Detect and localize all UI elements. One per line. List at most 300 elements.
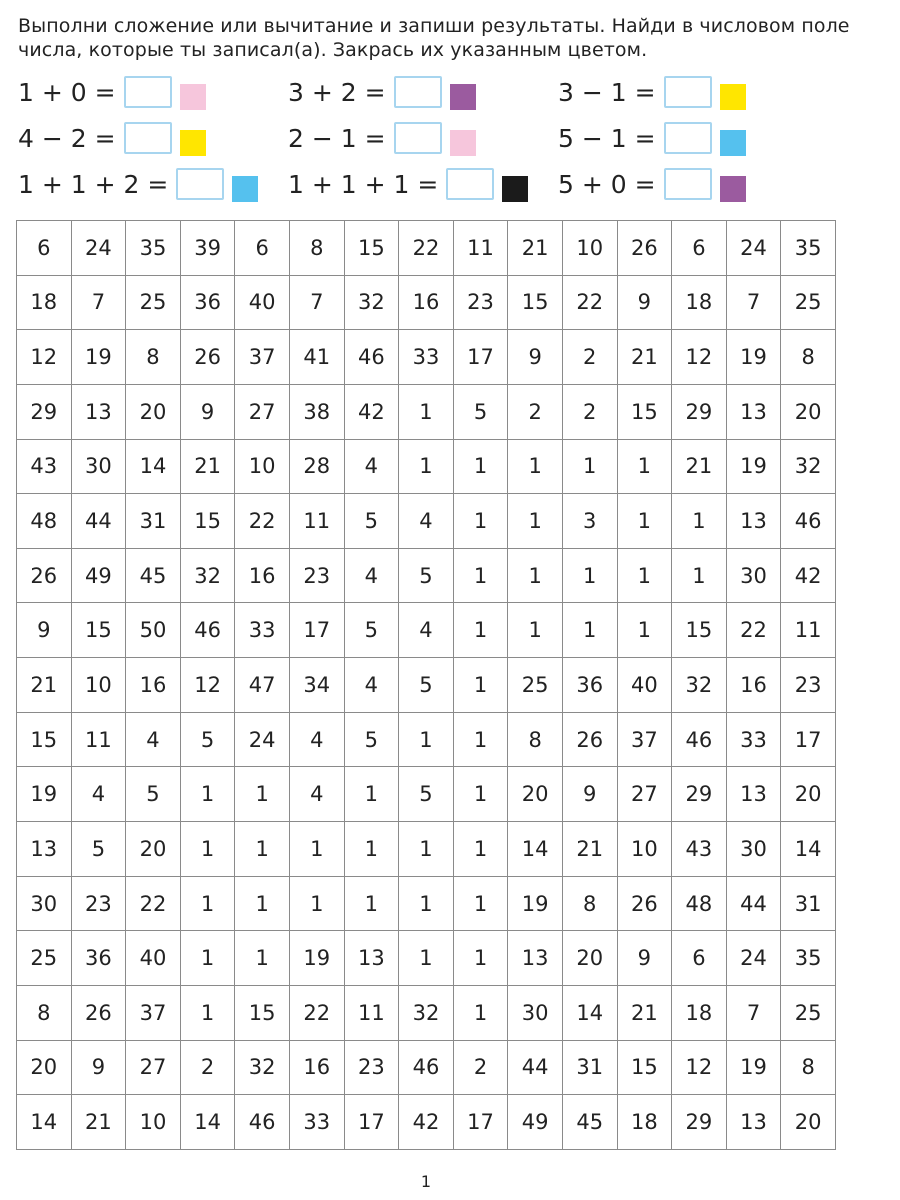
grid-cell[interactable]: 10 [126,1095,181,1150]
grid-cell[interactable]: 1 [235,931,290,986]
grid-cell[interactable]: 1 [235,767,290,822]
grid-cell[interactable]: 6 [672,931,727,986]
grid-cell[interactable]: 1 [508,603,563,658]
grid-cell[interactable]: 8 [562,876,617,931]
grid-cell[interactable]: 25 [781,985,836,1040]
grid-cell[interactable]: 44 [71,494,126,549]
grid-cell[interactable]: 1 [399,384,454,439]
grid-cell[interactable]: 9 [562,767,617,822]
grid-cell[interactable]: 12 [17,330,72,385]
exercise-item [558,164,746,204]
color-swatch [720,176,746,202]
grid-cell[interactable]: 1 [562,439,617,494]
grid-cell[interactable]: 44 [508,1040,563,1095]
answer-box[interactable] [394,76,442,108]
grid-cell[interactable]: 23 [453,275,508,330]
color-swatch [720,84,746,110]
grid-cell[interactable]: 5 [71,822,126,877]
grid-cell[interactable]: 36 [562,658,617,713]
grid-cell[interactable]: 13 [71,384,126,439]
grid-cell[interactable]: 42 [344,384,399,439]
answer-box[interactable] [124,76,172,108]
grid-cell[interactable]: 44 [726,876,781,931]
exercise-expression: 1 + 1 + 2 = [18,169,169,199]
grid-cell[interactable]: 9 [617,275,672,330]
grid-cell[interactable]: 13 [726,494,781,549]
grid-cell[interactable]: 7 [726,275,781,330]
grid-cell[interactable]: 1 [180,985,235,1040]
grid-cell[interactable]: 4 [344,439,399,494]
color-swatch [180,84,206,110]
grid-cell[interactable]: 15 [508,275,563,330]
grid-cell[interactable]: 14 [508,822,563,877]
grid-cell[interactable]: 2 [562,330,617,385]
grid-cell[interactable]: 16 [289,1040,344,1095]
grid-row [17,1095,836,1150]
answer-box[interactable] [664,122,712,154]
answer-box[interactable] [446,168,494,200]
grid-cell[interactable]: 43 [17,439,72,494]
grid-cell[interactable]: 10 [71,658,126,713]
grid-cell[interactable]: 13 [726,384,781,439]
grid-cell[interactable]: 35 [781,931,836,986]
grid-cell[interactable]: 1 [453,439,508,494]
grid-cell[interactable]: 18 [672,275,727,330]
answer-box[interactable] [124,122,172,154]
exercise-expression: 3 − 1 = [558,77,656,107]
grid-cell[interactable]: 2 [180,1040,235,1095]
grid-cell[interactable]: 49 [508,1095,563,1150]
grid-cell[interactable]: 32 [672,658,727,713]
answer-box[interactable] [664,168,712,200]
grid-cell[interactable]: 22 [126,876,181,931]
grid-cell[interactable]: 21 [617,330,672,385]
grid-cell[interactable]: 20 [508,767,563,822]
grid-cell[interactable]: 24 [71,221,126,276]
grid-cell[interactable]: 1 [399,439,454,494]
grid-cell[interactable]: 16 [726,658,781,713]
grid-cell[interactable]: 8 [508,712,563,767]
grid-cell[interactable]: 30 [71,439,126,494]
grid-cell[interactable]: 2 [562,384,617,439]
grid-cell[interactable]: 29 [672,1095,727,1150]
grid-cell[interactable]: 48 [17,494,72,549]
grid-cell[interactable]: 35 [126,221,181,276]
grid-cell[interactable]: 13 [17,822,72,877]
grid-cell[interactable]: 46 [235,1095,290,1150]
grid-cell[interactable]: 32 [344,275,399,330]
grid-cell[interactable]: 19 [726,1040,781,1095]
exercise-expression: 1 + 1 + 1 = [288,169,439,199]
grid-cell[interactable]: 35 [781,221,836,276]
grid-cell[interactable]: 1 [180,931,235,986]
grid-cell[interactable]: 1 [672,494,727,549]
grid-cell[interactable]: 17 [289,603,344,658]
grid-cell[interactable]: 9 [508,330,563,385]
grid-cell[interactable]: 20 [126,822,181,877]
grid-cell[interactable]: 14 [17,1095,72,1150]
grid-cell[interactable]: 25 [17,931,72,986]
grid-row [17,603,836,658]
grid-cell[interactable]: 21 [562,822,617,877]
grid-cell[interactable]: 19 [726,330,781,385]
grid-row [17,767,836,822]
grid-cell[interactable]: 1 [453,767,508,822]
grid-cell[interactable]: 11 [344,985,399,1040]
grid-cell[interactable]: 12 [672,1040,727,1095]
grid-cell[interactable]: 1 [562,548,617,603]
grid-cell[interactable]: 33 [726,712,781,767]
grid-cell[interactable]: 20 [781,767,836,822]
grid-cell[interactable]: 12 [180,658,235,713]
grid-cell[interactable]: 1 [453,822,508,877]
grid-cell[interactable]: 1 [399,712,454,767]
grid-cell[interactable]: 1 [453,876,508,931]
grid-cell[interactable]: 15 [180,494,235,549]
grid-cell[interactable]: 13 [726,767,781,822]
exercise-expression: 4 − 2 = [18,123,116,153]
grid-row [17,658,836,713]
grid-cell[interactable]: 9 [71,1040,126,1095]
grid-cell[interactable]: 20 [562,931,617,986]
grid-cell[interactable]: 21 [180,439,235,494]
grid-cell[interactable]: 33 [289,1095,344,1150]
grid-cell[interactable]: 43 [672,822,727,877]
grid-cell[interactable]: 1 [344,822,399,877]
grid-cell[interactable]: 7 [71,275,126,330]
grid-cell[interactable]: 14 [126,439,181,494]
grid-cell[interactable]: 37 [126,985,181,1040]
grid-cell[interactable]: 17 [781,712,836,767]
grid-cell[interactable]: 15 [17,712,72,767]
color-swatch [450,130,476,156]
grid-cell[interactable]: 31 [562,1040,617,1095]
grid-cell[interactable]: 1 [453,494,508,549]
grid-cell[interactable]: 25 [508,658,563,713]
grid-cell[interactable]: 40 [126,931,181,986]
grid-cell[interactable]: 34 [289,658,344,713]
instructions-text: Выполни сложение или вычитание и запиши результаты. Найди в числовом поле числа, которые ты записал(а). Закрась их указанным цветом. [18,15,850,61]
color-swatch [502,176,528,202]
grid-cell[interactable]: 10 [235,439,290,494]
grid-cell[interactable]: 1 [344,876,399,931]
grid-cell[interactable]: 23 [781,658,836,713]
grid-cell[interactable]: 16 [235,548,290,603]
grid-cell[interactable]: 26 [617,876,672,931]
grid-cell[interactable]: 16 [126,658,181,713]
exercise-item [558,72,746,112]
grid-cell[interactable]: 20 [126,384,181,439]
grid-cell[interactable]: 1 [453,658,508,713]
grid-cell[interactable]: 46 [672,712,727,767]
grid-cell[interactable]: 13 [344,931,399,986]
grid-cell[interactable]: 33 [235,603,290,658]
grid-cell[interactable]: 27 [126,1040,181,1095]
grid-cell[interactable]: 27 [617,767,672,822]
grid-cell[interactable]: 1 [399,931,454,986]
grid-cell[interactable]: 4 [399,603,454,658]
grid-cell[interactable]: 19 [508,876,563,931]
grid-cell[interactable]: 32 [235,1040,290,1095]
grid-cell[interactable]: 26 [562,712,617,767]
grid-cell[interactable]: 1 [399,876,454,931]
grid-cell[interactable]: 5 [180,712,235,767]
grid-cell[interactable]: 30 [17,876,72,931]
grid-cell[interactable]: 5 [399,658,454,713]
grid-cell[interactable]: 21 [71,1095,126,1150]
grid-cell[interactable]: 19 [17,767,72,822]
grid-cell[interactable]: 1 [508,548,563,603]
grid-cell[interactable]: 27 [235,384,290,439]
grid-cell[interactable]: 1 [453,931,508,986]
grid-cell[interactable]: 17 [453,330,508,385]
grid-cell[interactable]: 17 [344,1095,399,1150]
grid-cell[interactable]: 5 [399,767,454,822]
grid-cell[interactable]: 8 [126,330,181,385]
grid-cell[interactable]: 21 [617,985,672,1040]
grid-cell[interactable]: 31 [781,876,836,931]
grid-cell[interactable]: 15 [617,384,672,439]
grid-cell[interactable]: 42 [781,548,836,603]
grid-cell[interactable]: 45 [562,1095,617,1150]
grid-cell[interactable]: 1 [235,876,290,931]
grid-cell[interactable]: 1 [508,439,563,494]
grid-cell[interactable]: 4 [289,767,344,822]
exercise-list [0,70,900,210]
grid-cell[interactable]: 36 [71,931,126,986]
grid-row [17,384,836,439]
grid-cell[interactable]: 1 [617,439,672,494]
grid-cell[interactable]: 1 [180,822,235,877]
grid-cell[interactable]: 30 [508,985,563,1040]
grid-cell[interactable]: 32 [399,985,454,1040]
grid-cell[interactable]: 14 [781,822,836,877]
grid-cell[interactable]: 30 [726,548,781,603]
grid-cell[interactable]: 21 [672,439,727,494]
grid-cell[interactable]: 5 [399,548,454,603]
grid-cell[interactable]: 1 [672,548,727,603]
grid-cell[interactable]: 1 [453,548,508,603]
grid-cell[interactable]: 37 [235,330,290,385]
grid-cell[interactable]: 1 [453,985,508,1040]
grid-cell[interactable]: 31 [126,494,181,549]
grid-cell[interactable]: 38 [289,384,344,439]
grid-cell[interactable]: 45 [126,548,181,603]
answer-box[interactable] [176,168,224,200]
grid-cell[interactable]: 1 [289,822,344,877]
grid-cell[interactable]: 25 [126,275,181,330]
grid-cell[interactable]: 19 [289,931,344,986]
grid-cell[interactable]: 4 [289,712,344,767]
grid-cell[interactable]: 46 [344,330,399,385]
grid-cell[interactable]: 8 [781,330,836,385]
grid-cell[interactable]: 5 [344,712,399,767]
grid-cell[interactable]: 1 [508,494,563,549]
grid-row [17,712,836,767]
grid-cell[interactable]: 41 [289,330,344,385]
grid-cell[interactable]: 1 [562,603,617,658]
grid-cell[interactable]: 49 [71,548,126,603]
grid-cell[interactable]: 1 [617,494,672,549]
color-swatch [232,176,258,202]
grid-cell[interactable]: 26 [180,330,235,385]
grid-cell[interactable]: 3 [562,494,617,549]
grid-cell[interactable]: 16 [399,275,454,330]
grid-row [17,439,836,494]
exercise-expression: 3 + 2 = [288,77,386,107]
grid-cell[interactable]: 46 [180,603,235,658]
grid-cell[interactable]: 22 [235,494,290,549]
grid-cell[interactable]: 46 [399,1040,454,1095]
grid-cell[interactable]: 2 [508,384,563,439]
grid-cell[interactable]: 23 [289,548,344,603]
grid-cell[interactable]: 18 [617,1095,672,1150]
grid-cell[interactable]: 32 [180,548,235,603]
grid-cell[interactable]: 9 [617,931,672,986]
grid-cell[interactable]: 5 [453,384,508,439]
grid-cell[interactable]: 20 [17,1040,72,1095]
grid-cell[interactable]: 14 [562,985,617,1040]
grid-cell[interactable]: 13 [508,931,563,986]
grid-cell[interactable]: 30 [726,822,781,877]
grid-cell[interactable]: 6 [235,221,290,276]
exercise-item [18,164,258,204]
grid-cell[interactable]: 23 [71,876,126,931]
grid-row [17,876,836,931]
exercise-expression: 5 − 1 = [558,123,656,153]
grid-cell[interactable]: 11 [453,221,508,276]
grid-cell[interactable]: 18 [672,985,727,1040]
grid-cell[interactable]: 7 [289,275,344,330]
grid-cell[interactable]: 10 [562,221,617,276]
grid-cell[interactable]: 29 [672,767,727,822]
grid-cell[interactable]: 19 [726,439,781,494]
answer-box[interactable] [664,76,712,108]
answer-box[interactable] [394,122,442,154]
grid-cell[interactable]: 48 [672,876,727,931]
grid-cell[interactable]: 6 [672,221,727,276]
exercise-expression: 2 − 1 = [288,123,386,153]
grid-cell[interactable]: 14 [180,1095,235,1150]
grid-cell[interactable]: 1 [399,822,454,877]
grid-cell[interactable]: 28 [289,439,344,494]
grid-cell[interactable]: 15 [617,1040,672,1095]
grid-cell[interactable]: 9 [180,384,235,439]
grid-cell[interactable]: 26 [71,985,126,1040]
grid-cell[interactable]: 10 [617,822,672,877]
grid-cell[interactable]: 1 [180,767,235,822]
grid-cell[interactable]: 20 [781,1095,836,1150]
grid-cell[interactable]: 11 [71,712,126,767]
grid-row [17,221,836,276]
grid-cell[interactable]: 36 [180,275,235,330]
grid-cell[interactable]: 12 [672,330,727,385]
grid-cell[interactable]: 24 [235,712,290,767]
grid-row [17,985,836,1040]
grid-cell[interactable]: 24 [726,931,781,986]
grid-cell[interactable]: 50 [126,603,181,658]
grid-cell[interactable]: 46 [781,494,836,549]
grid-cell[interactable]: 20 [781,384,836,439]
grid-cell[interactable]: 18 [17,275,72,330]
grid-cell[interactable]: 1 [617,603,672,658]
grid-cell[interactable]: 7 [726,985,781,1040]
grid-cell[interactable]: 15 [71,603,126,658]
grid-cell[interactable]: 21 [17,658,72,713]
grid-row [17,1040,836,1095]
grid-cell[interactable]: 1 [235,822,290,877]
grid-cell[interactable]: 26 [17,548,72,603]
grid-cell[interactable]: 5 [344,603,399,658]
grid-cell[interactable]: 4 [344,548,399,603]
grid-cell[interactable]: 32 [781,439,836,494]
grid-cell[interactable]: 21 [508,221,563,276]
grid-cell[interactable]: 24 [726,221,781,276]
grid-cell[interactable]: 40 [235,275,290,330]
grid-cell[interactable]: 29 [17,384,72,439]
grid-cell[interactable]: 13 [726,1095,781,1150]
grid-cell[interactable]: 4 [126,712,181,767]
grid-cell[interactable]: 4 [344,658,399,713]
grid-row [17,548,836,603]
grid-cell[interactable]: 1 [453,603,508,658]
exercise-expression: 1 + 0 = [18,77,116,107]
grid-cell[interactable]: 22 [726,603,781,658]
grid-row [17,931,836,986]
grid-cell[interactable]: 1 [453,712,508,767]
grid-cell[interactable]: 8 [781,1040,836,1095]
grid-cell[interactable]: 5 [344,494,399,549]
grid-cell[interactable]: 15 [344,221,399,276]
grid-cell[interactable]: 4 [71,767,126,822]
grid-cell[interactable]: 15 [672,603,727,658]
grid-cell[interactable]: 37 [617,712,672,767]
grid-cell[interactable]: 22 [562,275,617,330]
grid-row [17,330,836,385]
grid-cell[interactable]: 47 [235,658,290,713]
grid-cell[interactable]: 39 [180,221,235,276]
grid-row [17,275,836,330]
grid-cell[interactable]: 11 [781,603,836,658]
grid-cell[interactable]: 22 [399,221,454,276]
grid-cell[interactable]: 26 [617,221,672,276]
grid-cell[interactable]: 1 [344,767,399,822]
grid-cell[interactable]: 1 [617,548,672,603]
exercise-item [18,72,206,112]
grid-cell[interactable]: 33 [399,330,454,385]
grid-cell[interactable]: 5 [126,767,181,822]
grid-cell[interactable]: 23 [344,1040,399,1095]
grid-cell[interactable]: 15 [235,985,290,1040]
grid-cell[interactable]: 42 [399,1095,454,1150]
grid-cell[interactable]: 4 [399,494,454,549]
grid-cell[interactable]: 6 [17,221,72,276]
grid-row [17,822,836,877]
grid-cell[interactable]: 8 [289,221,344,276]
grid-cell[interactable]: 19 [71,330,126,385]
grid-cell[interactable]: 1 [180,876,235,931]
grid-cell[interactable]: 25 [781,275,836,330]
grid-cell[interactable]: 9 [17,603,72,658]
grid-cell[interactable]: 1 [289,876,344,931]
grid-cell[interactable]: 40 [617,658,672,713]
grid-cell[interactable]: 22 [289,985,344,1040]
grid-cell[interactable]: 29 [672,384,727,439]
grid-cell[interactable]: 2 [453,1040,508,1095]
grid-cell[interactable]: 17 [453,1095,508,1150]
grid-cell[interactable]: 8 [17,985,72,1040]
grid-cell[interactable]: 11 [289,494,344,549]
